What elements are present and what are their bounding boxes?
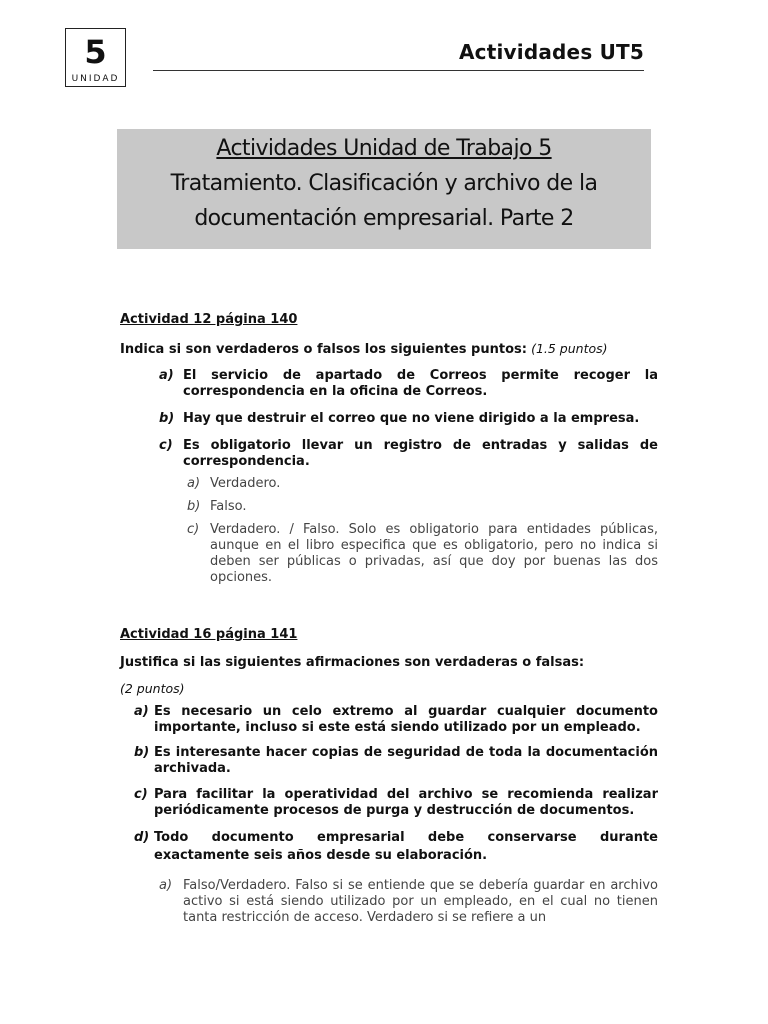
title-box	[117, 129, 651, 249]
answer-text: Falso.	[210, 499, 247, 514]
question-12-c	[159, 438, 658, 470]
activity-12-points: (1.5 puntos)	[531, 341, 608, 356]
question-letter: c)	[134, 787, 148, 802]
question-text: Para facilitar la operatividad del archivo se recomienda realizar periódicamente procesos de purga y destrucción de documentos.	[154, 787, 658, 818]
question-16-d	[134, 829, 658, 865]
question-letter: b)	[159, 411, 175, 426]
activity-12-heading-wrap	[120, 312, 658, 327]
question-letter: b)	[134, 745, 150, 760]
unit-label: UNIDAD	[71, 74, 120, 84]
answer-text: Verdadero.	[210, 476, 281, 491]
answer-letter: a)	[159, 878, 173, 893]
answer-12-b	[187, 499, 658, 515]
activity-12-heading: Actividad 12 página 140	[120, 312, 298, 327]
question-12-a	[159, 368, 658, 400]
activity-16-heading: Actividad 16 página 141	[120, 627, 298, 642]
answer-letter: c)	[187, 522, 200, 537]
question-16-c	[134, 787, 658, 819]
title-line-3: documentación empresarial. Parte 2	[194, 206, 574, 231]
title-line-2: Tratamiento. Clasificación y archivo de la	[170, 171, 598, 196]
answer-letter: b)	[187, 499, 201, 514]
question-text: El servicio de apartado de Correos permite recoger la correspondencia en la oficina de Correos.	[183, 368, 658, 399]
question-letter: d)	[134, 830, 150, 845]
activity-16-prompt-text: Justifica si las siguientes afirmaciones son verdaderas o falsas:	[120, 655, 585, 670]
question-letter: c)	[159, 438, 173, 453]
answer-12-a	[187, 476, 658, 492]
answer-text: Verdadero. / Falso. Solo es obligatorio para entidades públicas, aunque en el libro especifica que es obligatorio, pero no indica si deben ser públicas o privadas, así que doy por buenas las dos opciones.	[210, 522, 658, 585]
question-text: Es obligatorio llevar un registro de entradas y salidas de correspondencia.	[183, 438, 658, 469]
answer-12-c	[187, 522, 658, 586]
unit-number: 5	[84, 33, 107, 71]
activity-16-heading-wrap	[120, 627, 658, 642]
answer-16-a	[159, 878, 658, 926]
question-16-b	[134, 745, 658, 777]
question-text: Es necesario un celo extremo al guardar cualquier documento importante, incluso si este está siendo utilizado por un empleado.	[154, 704, 658, 735]
question-16-a	[134, 704, 658, 736]
question-letter: a)	[134, 704, 149, 719]
title-line-1: Actividades Unidad de Trabajo 5	[216, 136, 552, 161]
question-text: Todo documento empresarial debe conservarse durante exactamente seis años desde su elaboración.	[154, 830, 658, 863]
activity-12-prompt	[120, 341, 658, 357]
answer-letter: a)	[187, 476, 201, 491]
activity-16-points-wrap	[120, 681, 658, 697]
header-divider	[153, 70, 644, 71]
question-letter: a)	[159, 368, 174, 383]
answer-text: Falso/Verdadero. Falso si se entiende que se debería guardar en archivo activo si está siendo utilizado por un empleado, en el cual no tienen tanta restricción de acceso. Verdadero si se refiere a un	[183, 878, 658, 925]
question-12-b	[159, 411, 658, 427]
unit-badge	[65, 28, 126, 87]
header-title: Actividades UT5	[458, 40, 644, 64]
activity-16-points: (2 puntos)	[120, 681, 185, 696]
activity-16-prompt	[120, 655, 658, 670]
question-text: Es interesante hacer copias de seguridad de toda la documentación archivada.	[154, 745, 658, 776]
activity-12-prompt-text: Indica si son verdaderos o falsos los siguientes puntos:	[120, 342, 527, 357]
question-text: Hay que destruir el correo que no viene dirigido a la empresa.	[183, 411, 640, 426]
